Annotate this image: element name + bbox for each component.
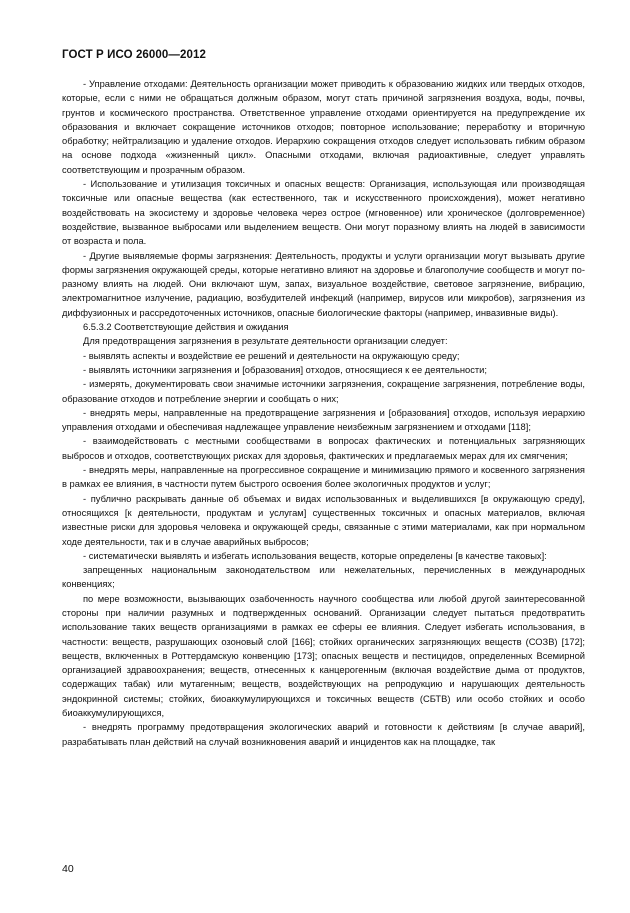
list-item: - систематически выявлять и избегать использования веществ, которые определены [в качестве таковых]: [83, 550, 547, 561]
body-text [62, 77, 585, 749]
list-item: - измерять, документировать свои значимые источники загрязнения, сокращение загрязнения, потребление воды, образование отходов и потребление энергии и сообщать о них; [62, 379, 585, 404]
list-item: - внедрять меры, направленные на предотвращение загрязнения и [образования] отходов, используя иерархию управления отходами и обеспечивая надлежащее управление неизбежным загрязнением и отходами [118]; [62, 407, 585, 433]
list-item: - взаимодействовать с местными сообществами в вопросах фактических и потенциальных загрязняющих выбросов и отходов, соответствующих рисках для здоровья, фактических и предлагаемых мерах для их смягчения; [62, 436, 585, 461]
list-item: - выявлять аспекты и воздействие ее решений и деятельности на окружающую среду; [83, 350, 460, 361]
section-heading: 6.5.3.2 Соответствующие действия и ожидания [83, 322, 289, 333]
list-item: - публично раскрывать данные об объемах и видах использованных и выделившихся [в окружающую среду], относящихся [к деятельности, продуктам и услугам] существенных токсичных и опасных материалов, включая известные риски для здоровья человека и окружающей среды, связанные с этими материалами, как при нормальном ходе деятельности, так и в случае аварийных выбросов; [62, 493, 585, 547]
page-number: 40 [62, 863, 74, 875]
list-item: - выявлять источники загрязнения и [образования] отходов, относящиеся к ее деятельности; [83, 364, 487, 375]
document-header: ГОСТ Р ИСО 26000—2012 [62, 49, 207, 61]
paragraph-waste-management: - Управление отходами: Деятельность организации может приводить к образованию жидких или твердых отходов, которые, если с ними не обращаться должным образом, могут стать причиной загрязнения воздуха, воды, почвы, грунтов и космического пространства. Ответственное управление отходами ориентируется на предупреждение их образования и включает сокращение источников отходов; повторное использование; переработку и вторичную обработку; нейтрализацию и удаление отходов. Иерархию сокращения отходов следует использовать гибким образом на основе подхода «жизненный цикл». Опасными отходами, включая радиоактивные, следует управлять соответствующим и прозрачным образом. [62, 79, 585, 175]
sub-list-item: по мере возможности, вызывающих озабоченность научного сообщества или любой другой заинтересованной стороны при наличии разумных и подтвержденных оснований. Организации следует пытаться предотвратить использование таких веществ организациями в рамках ее сферы ее влияния. Следует избегать использования, в частности: веществ, разрушающих озоновый слой [166]; стойких органических загрязняющих веществ (СОЗВ) [172]; веществ, включенных в Роттердамскую конвенцию [173]; опасных веществ и пестицидов, определенных Всемирной организацией здравоохранения; веществ, отнесенных к канцерогенным (включая воздействие дыма от продуктов, содержащих табак) или мутагенным; веществ, воздействующих на репродукцию и нарушающих деятельность эндокринной системы; стойких, биоаккумулирующихся и токсичных веществ (СБТВ) или особо стойких и особо биоаккумулирующихся, [62, 593, 585, 719]
paragraph-intro: Для предотвращения загрязнения в результате деятельности организации следует: [83, 336, 448, 347]
sub-list-item: запрещенных национальным законодательством или нежелательных, перечисленных в международных конвенциях; [62, 565, 585, 590]
list-item: - внедрять программу предотвращения экологических аварий и готовности к действиям [в случае аварий], разрабатывать план действий на случай возникновения аварий и инцидентов как на площадке, так [62, 722, 585, 747]
paragraph-other-pollution: - Другие выявляемые формы загрязнения: Деятельность, продукты и услуги организации могут вызывать другие формы загрязнения окружающей среды, которые негативно влияют на здоровье и благополучие сообществ и могут по-разному влиять на людей. Они включают шум, запах, визуальное воздействие, световое загрязнение, вибрацию, электромагнитное излучение, радиацию, возбудителей инфекций (например, вирусов или микробов), загрязнения из диффузионных и рассредоточенных источников, опасные биологические факторы (например, инвазивные виды). [62, 250, 585, 318]
paragraph-toxic-substances: - Использование и утилизация токсичных и опасных веществ: Организация, использующая или производящая токсичные или опасные вещества (как естественного, так и искусственного происхождения), может негативно воздействовать на экосистему и здоровье человека через острое (мгновенное) или хроническое (долговременное) воздействие, вызванное выбросами или выделением веществ. Они могут поразному влиять на людей в зависимости от возраста и пола. [62, 179, 585, 247]
list-item: - внедрять меры, направленные на прогрессивное сокращение и минимизацию прямого и косвенного загрязнения в рамках ее влияния, в частности путем быстрого освоения более экологичных продуктов и услуг; [62, 465, 585, 490]
